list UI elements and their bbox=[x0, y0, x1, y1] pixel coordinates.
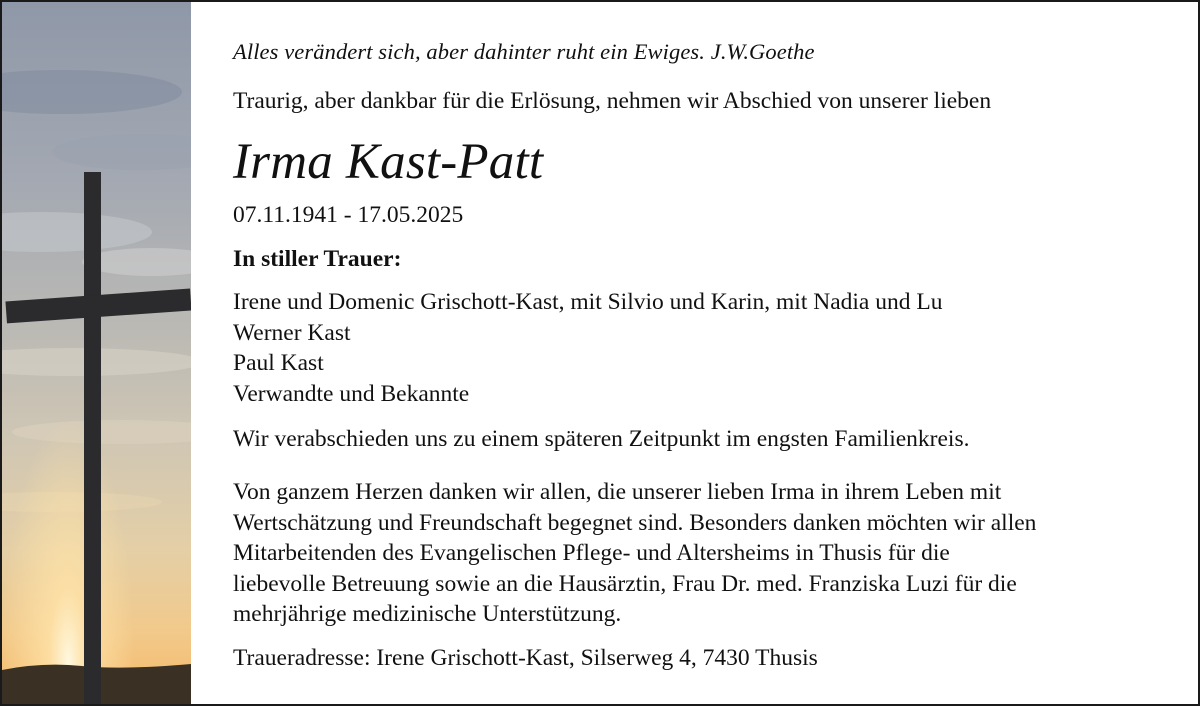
mourner-line: Verwandte und Bekannte bbox=[233, 380, 470, 407]
thanks-paragraph bbox=[233, 477, 1173, 630]
thanks-line: Mitarbeitenden des Evangelischen Pflege- und Altersheims in Thusis für die bbox=[233, 540, 950, 566]
mourning-heading: In stiller Trauer: bbox=[233, 246, 402, 272]
mourners-list bbox=[233, 287, 942, 409]
thanks-line: mehrjährige medizinische Unterstützung. bbox=[233, 601, 622, 627]
thanks-line: Wertschätzung und Freundschaft begegnet sind. Besonders danken möchten wir allen bbox=[233, 509, 1037, 536]
life-dates: 07.11.1941 - 17.05.2025 bbox=[233, 202, 464, 228]
mourner-line: Paul Kast bbox=[233, 350, 324, 376]
motto-quote: Alles verändert sich, aber dahinter ruht ein Ewiges. J.W.Goethe bbox=[233, 39, 815, 64]
farewell-text: Wir verabschieden uns zu einem späteren Zeitpunkt im engsten Familienkreis. bbox=[233, 426, 970, 452]
thanks-line: Von ganzem Herzen danken wir allen, die unserer lieben Irma in ihrem Leben mit bbox=[233, 479, 1002, 505]
intro-text: Traurig, aber dankbar für die Erlösung, nehmen wir Abschied von unserer lieben bbox=[233, 88, 992, 114]
deceased-name: Irma Kast-Patt bbox=[233, 134, 544, 190]
cross-sunset-image bbox=[2, 2, 191, 704]
thanks-line: liebevolle Betreuung sowie an die Hausärztin, Frau Dr. med. Franziska Luzi für die bbox=[233, 570, 1017, 597]
mourning-address: Traueradresse: Irene Grischott-Kast, Silserweg 4, 7430 Thusis bbox=[233, 645, 818, 671]
mourner-line: Irene und Domenic Grischott-Kast, mit Silvio und Karin, mit Nadia und Lu bbox=[233, 289, 943, 315]
mourner-line: Werner Kast bbox=[233, 319, 351, 346]
